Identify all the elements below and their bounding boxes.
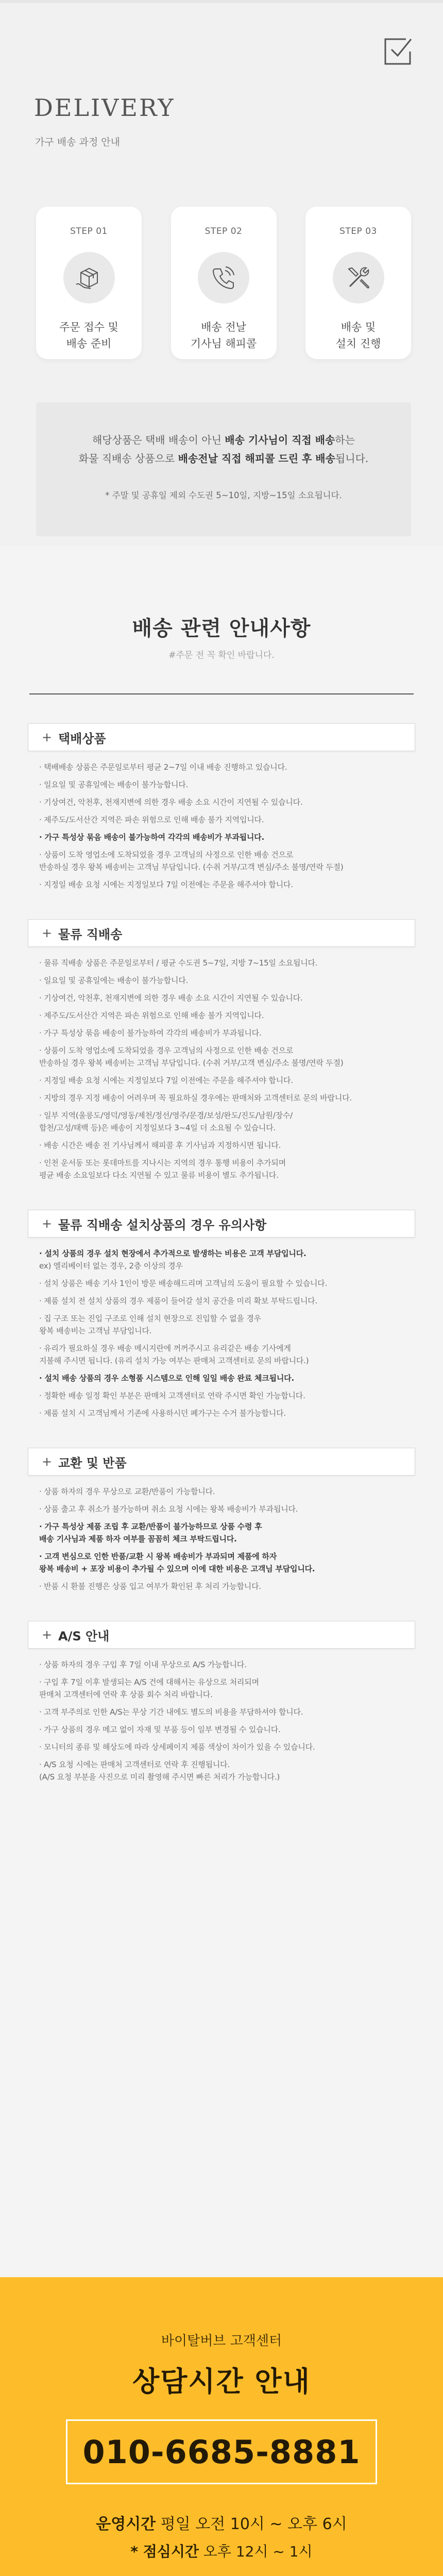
guide-subtitle: #주문 전 꼭 확인 바랍니다. — [168, 650, 275, 660]
category-items — [28, 751, 415, 890]
plus-icon: + — [42, 730, 53, 744]
divider — [29, 693, 414, 694]
step-label: 배송 전날 기사님 해피콜 — [190, 321, 257, 350]
delivery-title: DELIVERY — [34, 94, 175, 122]
list-item: · 구입 후 7일 이후 발생되는 A/S 건에 대해서는 유상으로 처리되며 — [39, 1677, 259, 1687]
list-item: · 제품 설치 시 고객님께서 기존에 사용하시던 폐가구는 수거 불가능합니다. — [39, 1409, 286, 1418]
category-title: 물류 직배송 설치상품의 경우 유의사항 — [58, 1217, 267, 1232]
list-item: · 설치 상품의 경우 설치 현장에서 추가적으로 발생하는 비용은 고객 부담입니다. — [39, 1249, 306, 1258]
list-item: · 상품이 도착 영업소에 도착되었을 경우 고객님의 사정으로 인한 배송 건으로 — [39, 1046, 294, 1055]
plus-icon: + — [42, 1216, 53, 1231]
list-item: · 고객 변심으로 인한 반품/교환 시 왕복 배송비가 부과되며 제품에 하자 — [39, 1552, 277, 1561]
notice-note: * 주말 및 공휴일 제외 수도권 5~10일, 지방~15일 소요됩니다. — [105, 490, 342, 500]
list-item: · 지정일 배송 요청 시에는 지정일보다 7일 이전에는 주문을 해주셔야 합니다. — [39, 1076, 293, 1085]
list-item: 배송 기사님과 제품 하자 여부를 꼼꼼히 체크 부탁드립니다. — [39, 1534, 237, 1544]
list-item: 왕복 배송비 + 포장 비용이 추가될 수 있으며 이에 대한 비용은 고객님 부담입니다. — [39, 1564, 315, 1573]
list-item: · 인천 운서동 또는 롯데마트를 지나시는 지역의 경우 통행 비용이 추가되며 — [39, 1158, 286, 1167]
delivery-subtitle: 가구 배송 과정 안내 — [35, 137, 120, 148]
list-item: · 제품 설치 전 설치 상품의 경우 제품이 들어갈 설치 공간을 미리 확보 부탁드립니다. — [39, 1296, 318, 1306]
list-item: · 기상여건, 악천후, 천재지변에 의한 경우 배송 소요 시간이 지연될 수 있습니다. — [39, 798, 303, 807]
list-item: · 가구 특성상 묶음 배송이 불가능하여 각각의 배송비가 부과됩니다. — [39, 833, 265, 842]
guide-category — [28, 1448, 415, 1592]
list-item: · 상품 하자의 경우 구입 후 7일 이내 무상으로 A/S 가능합니다. — [39, 1660, 247, 1669]
list-item: · 택배배송 상품은 주문일로부터 평균 2~7일 이내 배송 진행하고 있습니다. — [39, 762, 287, 772]
notice-line-2: 화물 직배송 상품으로 배송전날 직접 해피콜 드린 후 배송됩니다. — [78, 452, 369, 465]
phone-box — [66, 2419, 377, 2484]
list-item: 판매처 고객센터에 연락 후 상품 회수 처리 바랍니다. — [39, 1690, 213, 1699]
guide-category — [28, 723, 415, 890]
category-items — [28, 1238, 415, 1419]
phone-icon — [198, 252, 249, 303]
list-item: 지불해 주시면 됩니다. (유리 설치 가능 여부는 판매처 고객센터로 문의 바랍니다.) — [39, 1356, 309, 1365]
step-number: STEP 02 — [205, 226, 243, 236]
guide-title: 배송 관련 안내사항 — [132, 617, 311, 640]
guide-categories — [0, 723, 443, 1783]
step-card-3 — [305, 207, 411, 359]
list-item: · 상품 하자의 경우 무상으로 교환/반품이 가능합니다. — [39, 1487, 215, 1496]
category-title: 택배상품 — [58, 731, 106, 746]
step-number: STEP 03 — [339, 226, 377, 236]
category-title: A/S 안내 — [58, 1629, 110, 1643]
plus-icon: + — [42, 1628, 53, 1642]
center-subtitle: 바이탈버브 고객센터 — [161, 2333, 282, 2349]
lunch-hours: * 점심시간 오후 12시 ~ 1시 — [130, 2543, 313, 2560]
list-item: · A/S 요청 시에는 판매처 고객센터로 연락 후 진행됩니다. — [39, 1760, 230, 1769]
plus-icon: + — [42, 1454, 53, 1469]
plus-icon: + — [42, 926, 53, 940]
tools-icon — [333, 252, 384, 303]
list-item: · 기상여건, 악천후, 천재지변에 의한 경우 배송 소요 시간이 지연될 수 있습니다. — [39, 993, 303, 1003]
list-item: · 정확한 배송 일정 확인 부분은 판매처 고객센터로 연락 주시면 확인 가능합니다. — [39, 1391, 305, 1400]
list-item: · 반품 시 환불 진행은 상품 입고 여부가 확인된 후 처리 가능합니다. — [39, 1582, 261, 1591]
list-item: · 제주도/도서산간 지역은 파손 위험으로 인해 배송 불가 지역입니다. — [39, 1011, 264, 1020]
list-item: · 설치 상품은 배송 기사 1인이 방문 배송해드리며 고객님의 도움이 필요할 수 있습니다. — [39, 1279, 328, 1288]
step-card-2 — [171, 207, 277, 359]
list-item: · 집 구조 또는 진입 구조로 인해 설치 현장으로 진입할 수 없을 경우 — [39, 1314, 261, 1323]
category-items — [28, 1476, 415, 1592]
customer-center-section — [0, 2277, 443, 2576]
list-item: ex) 엘리베이터 없는 경우, 2층 이상의 경우 — [39, 1261, 183, 1270]
list-item: · 상품 출고 후 취소가 불가능하며 취소 요청 시에는 왕복 배송비가 부과됩니다. — [39, 1504, 298, 1514]
step-card-1 — [36, 207, 142, 359]
center-title: 상담시간 안내 — [132, 2365, 311, 2398]
list-item: 합천/고성/태백 등)은 배송이 지정일보다 3~4일 더 소요될 수 있습니다. — [39, 1123, 276, 1132]
category-items — [28, 1649, 415, 1783]
category-title: 교환 및 반품 — [58, 1455, 127, 1470]
list-item: · 지방의 경우 지정 배송이 어려우며 꼭 필요하실 경우에는 판매처와 고객센터로 문의 바랍니다. — [39, 1093, 352, 1103]
step-cards — [36, 207, 411, 359]
guide-category — [28, 1621, 415, 1783]
phone-number[interactable]: 010-6685-8881 — [82, 2433, 361, 2471]
list-item: · 배송 시간은 배송 전 기사님께서 해피콜 후 기사님과 지정하시면 됩니다. — [39, 1141, 281, 1150]
category-title: 물류 직배송 — [58, 927, 123, 942]
list-item: · 일요일 및 공휴일에는 배송이 불가능합니다. — [39, 780, 189, 789]
delivery-section — [0, 0, 443, 546]
list-item: · 설치 배송 상품의 경우 소형품 시스템으로 인해 일일 배송 완료 체크됩니다. — [39, 1374, 294, 1383]
category-header — [28, 723, 415, 751]
list-item: · 고객 부주의로 인한 A/S는 무상 기간 내에도 별도의 비용을 부담하셔야 합니다. — [39, 1707, 303, 1717]
category-header — [28, 919, 415, 947]
list-item: · 제주도/도서산간 지역은 파손 위험으로 인해 배송 불가 지역입니다. — [39, 815, 264, 824]
list-item: 왕복 배송비는 고객님 부담입니다. — [39, 1326, 152, 1335]
guide-category — [28, 919, 415, 1181]
notice-line-1: 해당상품은 택배 배송이 아닌 배송 기사님이 직접 배송하는 — [92, 434, 355, 446]
business-hours: 운영시간 평일 오전 10시 ~ 오후 6시 — [96, 2515, 347, 2533]
step-label: 배송 및 설치 진행 — [335, 321, 381, 350]
category-header — [28, 1448, 415, 1476]
package-icon — [63, 252, 115, 303]
list-item: · 모니터의 종류 및 해상도에 따라 상세페이지 제품 색상이 차이가 있을 수 있습니다. — [39, 1742, 315, 1752]
category-header — [28, 1210, 415, 1238]
list-item: · 물류 직배송 상품은 주문일로부터 / 평균 수도권 5~7일, 지방 7~15일 소요됩니다. — [39, 958, 318, 968]
list-item: · 유리가 필요하실 경우 배송 메시지란에 꺼꺼주시고 유리같은 배송 기사에게 — [39, 1344, 291, 1353]
list-item: 반송하실 경우 왕복 배송비는 고객님 부담입니다. (수취 거부/고객 변심/주소 불명/연락 두절) — [39, 1058, 344, 1067]
step-number: STEP 01 — [70, 226, 108, 236]
list-item: · 지정일 배송 요청 시에는 지정일보다 7일 이전에는 주문을 해주셔야 합니다. — [39, 880, 293, 889]
list-item: 평균 배송 소요일보다 다소 지연될 수 있고 물류 비용이 별도 추가됩니다. — [39, 1171, 279, 1180]
list-item: · 상품이 도착 영업소에 도착되었을 경우 고객님의 사정으로 인한 배송 건으로 — [39, 850, 294, 859]
list-item: · 일부 지역(울릉도/영덕/영동/제천/정선/영주/문경/보성/완도/진도/남원/장수/ — [39, 1111, 293, 1120]
guide-category — [28, 1210, 415, 1419]
delivery-notice — [36, 402, 411, 536]
guide-section — [0, 546, 443, 2277]
list-item: · 가구 특성상 묶음 배송이 불가능하여 각각의 배송비가 부과됩니다. — [39, 1028, 262, 1038]
list-item: 반송하실 경우 왕복 배송비는 고객님 부담입니다. (수취 거부/고객 변심/주소 불명/연락 두절) — [39, 862, 344, 872]
category-header — [28, 1621, 415, 1649]
list-item: (A/S 요청 부분을 사진으로 미리 촬영해 주시면 빠른 처리가 가능합니다.) — [39, 1772, 280, 1782]
checkbox-check-icon — [382, 36, 413, 67]
step-label: 주문 접수 및 배송 준비 — [59, 321, 118, 350]
list-item: · 가구 특성상 제품 조립 후 교환/반품이 불가능하므로 상품 수령 후 — [39, 1522, 262, 1531]
category-items — [28, 947, 415, 1181]
list-item: · 일요일 및 공휴일에는 배송이 불가능합니다. — [39, 976, 189, 985]
list-item: · 가구 상품의 경우 메고 없이 자재 및 부품 등이 일부 변경될 수 있습니다. — [39, 1725, 281, 1734]
